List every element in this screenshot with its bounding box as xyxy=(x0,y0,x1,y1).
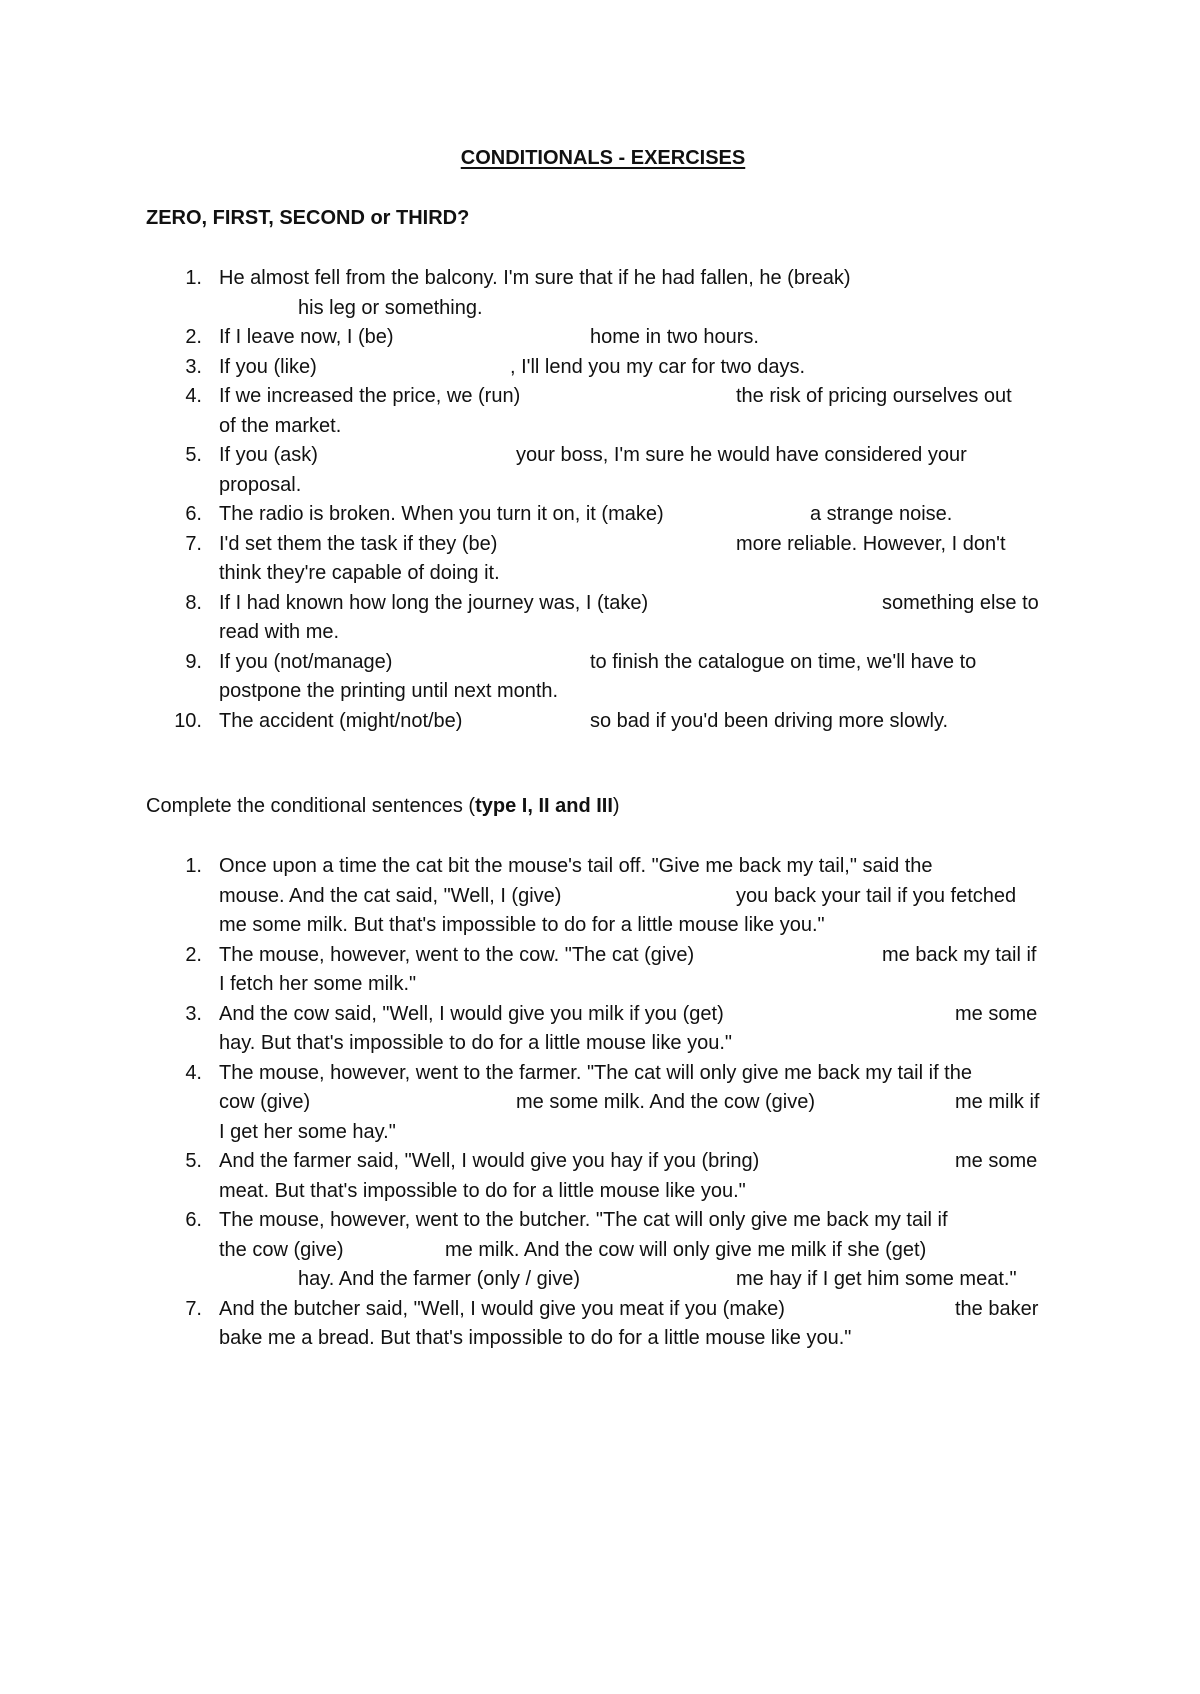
sentence-text: me some xyxy=(955,1002,1038,1025)
section-1-heading: ZERO, FIRST, SECOND or THIRD? xyxy=(146,207,470,229)
sentence-text: postpone the printing until next month. xyxy=(219,680,559,702)
sentence-text: home in two hours. xyxy=(590,326,759,348)
item-number: 1. xyxy=(185,267,202,289)
answer-blank[interactable] xyxy=(790,1000,950,1030)
sentence-text: If you (not/manage) xyxy=(219,650,393,673)
exercise-list-2 xyxy=(0,852,1200,1354)
exercise-list-1 xyxy=(0,264,1200,736)
exercise-item xyxy=(0,500,1200,530)
sentence-text: of the market. xyxy=(219,414,342,437)
sentence-text: Once upon a time the cat bit the mouse's tail off. "Give me back my tail," said the xyxy=(219,855,933,877)
item-number: 6. xyxy=(185,1209,202,1231)
item-number: 3. xyxy=(185,1002,202,1025)
sentence-text: The mouse, however, went to the cow. "The cat (give) xyxy=(219,943,695,966)
answer-blank[interactable] xyxy=(495,707,585,737)
item-number: 7. xyxy=(185,532,202,555)
sentence-text: If you (like) xyxy=(219,355,317,378)
item-number: 4. xyxy=(185,1061,202,1084)
exercise-item xyxy=(0,264,1200,323)
exercise-item xyxy=(0,1206,1200,1295)
item-number: 2. xyxy=(185,943,202,966)
answer-blank[interactable] xyxy=(340,353,505,383)
sentence-text: If I leave now, I (be) xyxy=(219,326,394,348)
sentence-text: I get her some hay." xyxy=(219,1120,396,1143)
heading-emphasis: type I, II and III xyxy=(475,795,613,817)
sentence-text: mouse. And the cat said, "Well, I (give) xyxy=(219,884,562,907)
exercise-item xyxy=(0,1000,1200,1059)
answer-blank[interactable] xyxy=(560,382,730,412)
exercise-item xyxy=(0,589,1200,648)
answer-blank[interactable] xyxy=(620,1265,730,1295)
sentence-text: I fetch her some milk." xyxy=(219,973,417,995)
exercise-item xyxy=(0,648,1200,707)
section-2-heading xyxy=(146,794,620,818)
sentence-text: more reliable. However, I don't xyxy=(736,532,1006,555)
sentence-text: If we increased the price, we (run) xyxy=(219,385,521,407)
exercise-item xyxy=(0,707,1200,737)
sentence-text: If you (ask) xyxy=(219,444,318,466)
heading-text: Complete the conditional sentences ( xyxy=(146,795,476,817)
item-number: 4. xyxy=(185,385,202,407)
answer-blank[interactable] xyxy=(610,882,730,912)
item-number: 10. xyxy=(174,709,202,732)
sentence-text: me some milk. But that's impossible to do for a little mouse like you." xyxy=(219,914,825,936)
item-number: 7. xyxy=(185,1297,202,1320)
sentence-text: hay. But that's impossible to do for a little mouse like you." xyxy=(219,1032,733,1054)
sentence-text: He almost fell from the balcony. I'm sure that if he had fallen, he (break) xyxy=(219,267,851,289)
item-number: 3. xyxy=(185,355,202,378)
sentence-text: think they're capable of doing it. xyxy=(219,562,500,584)
exercise-item xyxy=(0,852,1200,941)
sentence-text: The mouse, however, went to the butcher. "The cat will only give me back my tail if xyxy=(219,1209,948,1231)
answer-blank[interactable] xyxy=(330,1088,510,1118)
sentence-text: me some xyxy=(955,1150,1038,1172)
exercise-item xyxy=(0,1059,1200,1148)
sentence-text: The accident (might/not/be) xyxy=(219,709,463,732)
exercise-item xyxy=(0,353,1200,383)
sentence-text: And the butcher said, "Well, I would give you meat if you (make) xyxy=(219,1297,785,1320)
answer-blank[interactable] xyxy=(540,530,730,560)
sentence-text: the cow (give) xyxy=(219,1238,344,1261)
document-title: CONDITIONALS - EXERCISES xyxy=(460,147,746,169)
exercise-item xyxy=(0,1147,1200,1206)
sentence-text: I'd set them the task if they (be) xyxy=(219,532,498,555)
item-number: 2. xyxy=(185,326,202,348)
answer-blank[interactable] xyxy=(335,441,510,471)
exercise-item xyxy=(0,441,1200,500)
sentence-text: proposal. xyxy=(219,473,302,496)
answer-blank[interactable] xyxy=(690,500,805,530)
sentence-text: the risk of pricing ourselves out xyxy=(736,385,1012,407)
answer-blank[interactable] xyxy=(420,648,585,678)
item-number: 9. xyxy=(185,650,202,673)
sentence-text: you back your tail if you fetched xyxy=(736,884,1017,907)
sentence-text: me milk if xyxy=(955,1091,1040,1113)
sentence-text: And the farmer said, "Well, I would give you hay if you (bring) xyxy=(219,1150,760,1172)
answer-blank[interactable] xyxy=(855,1295,950,1325)
sentence-text: And the cow said, "Well, I would give you milk if you (get) xyxy=(219,1002,724,1025)
item-number: 8. xyxy=(185,591,202,614)
answer-blank[interactable] xyxy=(705,589,875,619)
item-number: 5. xyxy=(185,444,202,466)
item-number: 5. xyxy=(185,1150,202,1172)
answer-blank[interactable] xyxy=(219,1265,297,1295)
answer-blank[interactable] xyxy=(830,1147,950,1177)
sentence-text: something else to xyxy=(882,591,1039,614)
exercise-item xyxy=(0,530,1200,589)
sentence-text: to finish the catalogue on time, we'll have to xyxy=(590,650,977,673)
answer-blank[interactable] xyxy=(760,941,876,971)
sentence-text: cow (give) xyxy=(219,1091,311,1113)
answer-blank[interactable] xyxy=(219,294,297,324)
sentence-text: me milk. And the cow will only give me milk if she (get) xyxy=(445,1238,927,1261)
sentence-text: bake me a bread. But that's impossible to do for a little mouse like you." xyxy=(219,1327,852,1349)
exercise-item xyxy=(0,323,1200,353)
heading-text: ) xyxy=(612,795,620,817)
sentence-text: your boss, I'm sure he would have considered your xyxy=(516,444,967,466)
sentence-text: If I had known how long the journey was, I (take) xyxy=(219,591,649,614)
sentence-text: so bad if you'd been driving more slowly. xyxy=(590,709,949,732)
sentence-text: meat. But that's impossible to do for a little mouse like you." xyxy=(219,1179,746,1202)
answer-blank[interactable] xyxy=(860,1088,950,1118)
answer-blank[interactable] xyxy=(365,1236,440,1266)
sentence-text: The radio is broken. When you turn it on, it (make) xyxy=(219,503,664,525)
exercise-item xyxy=(0,1295,1200,1354)
sentence-text: read with me. xyxy=(219,621,340,643)
sentence-text: , I'll lend you my car for two days. xyxy=(510,355,806,378)
sentence-text: hay. And the farmer (only / give) xyxy=(298,1268,580,1290)
sentence-text: his leg or something. xyxy=(298,296,483,319)
item-number: 1. xyxy=(185,855,202,877)
sentence-text: a strange noise. xyxy=(810,503,953,525)
sentence-text: me hay if I get him some meat." xyxy=(736,1268,1017,1290)
sentence-text: The mouse, however, went to the farmer. "The cat will only give me back my tail if the xyxy=(219,1061,972,1084)
sentence-text: the baker xyxy=(955,1297,1039,1320)
answer-blank[interactable] xyxy=(420,323,585,353)
item-number: 6. xyxy=(185,503,202,525)
sentence-text: me back my tail if xyxy=(882,943,1037,966)
exercise-item xyxy=(0,941,1200,1000)
sentence-text: me some milk. And the cow (give) xyxy=(516,1091,815,1113)
exercise-item xyxy=(0,382,1200,441)
